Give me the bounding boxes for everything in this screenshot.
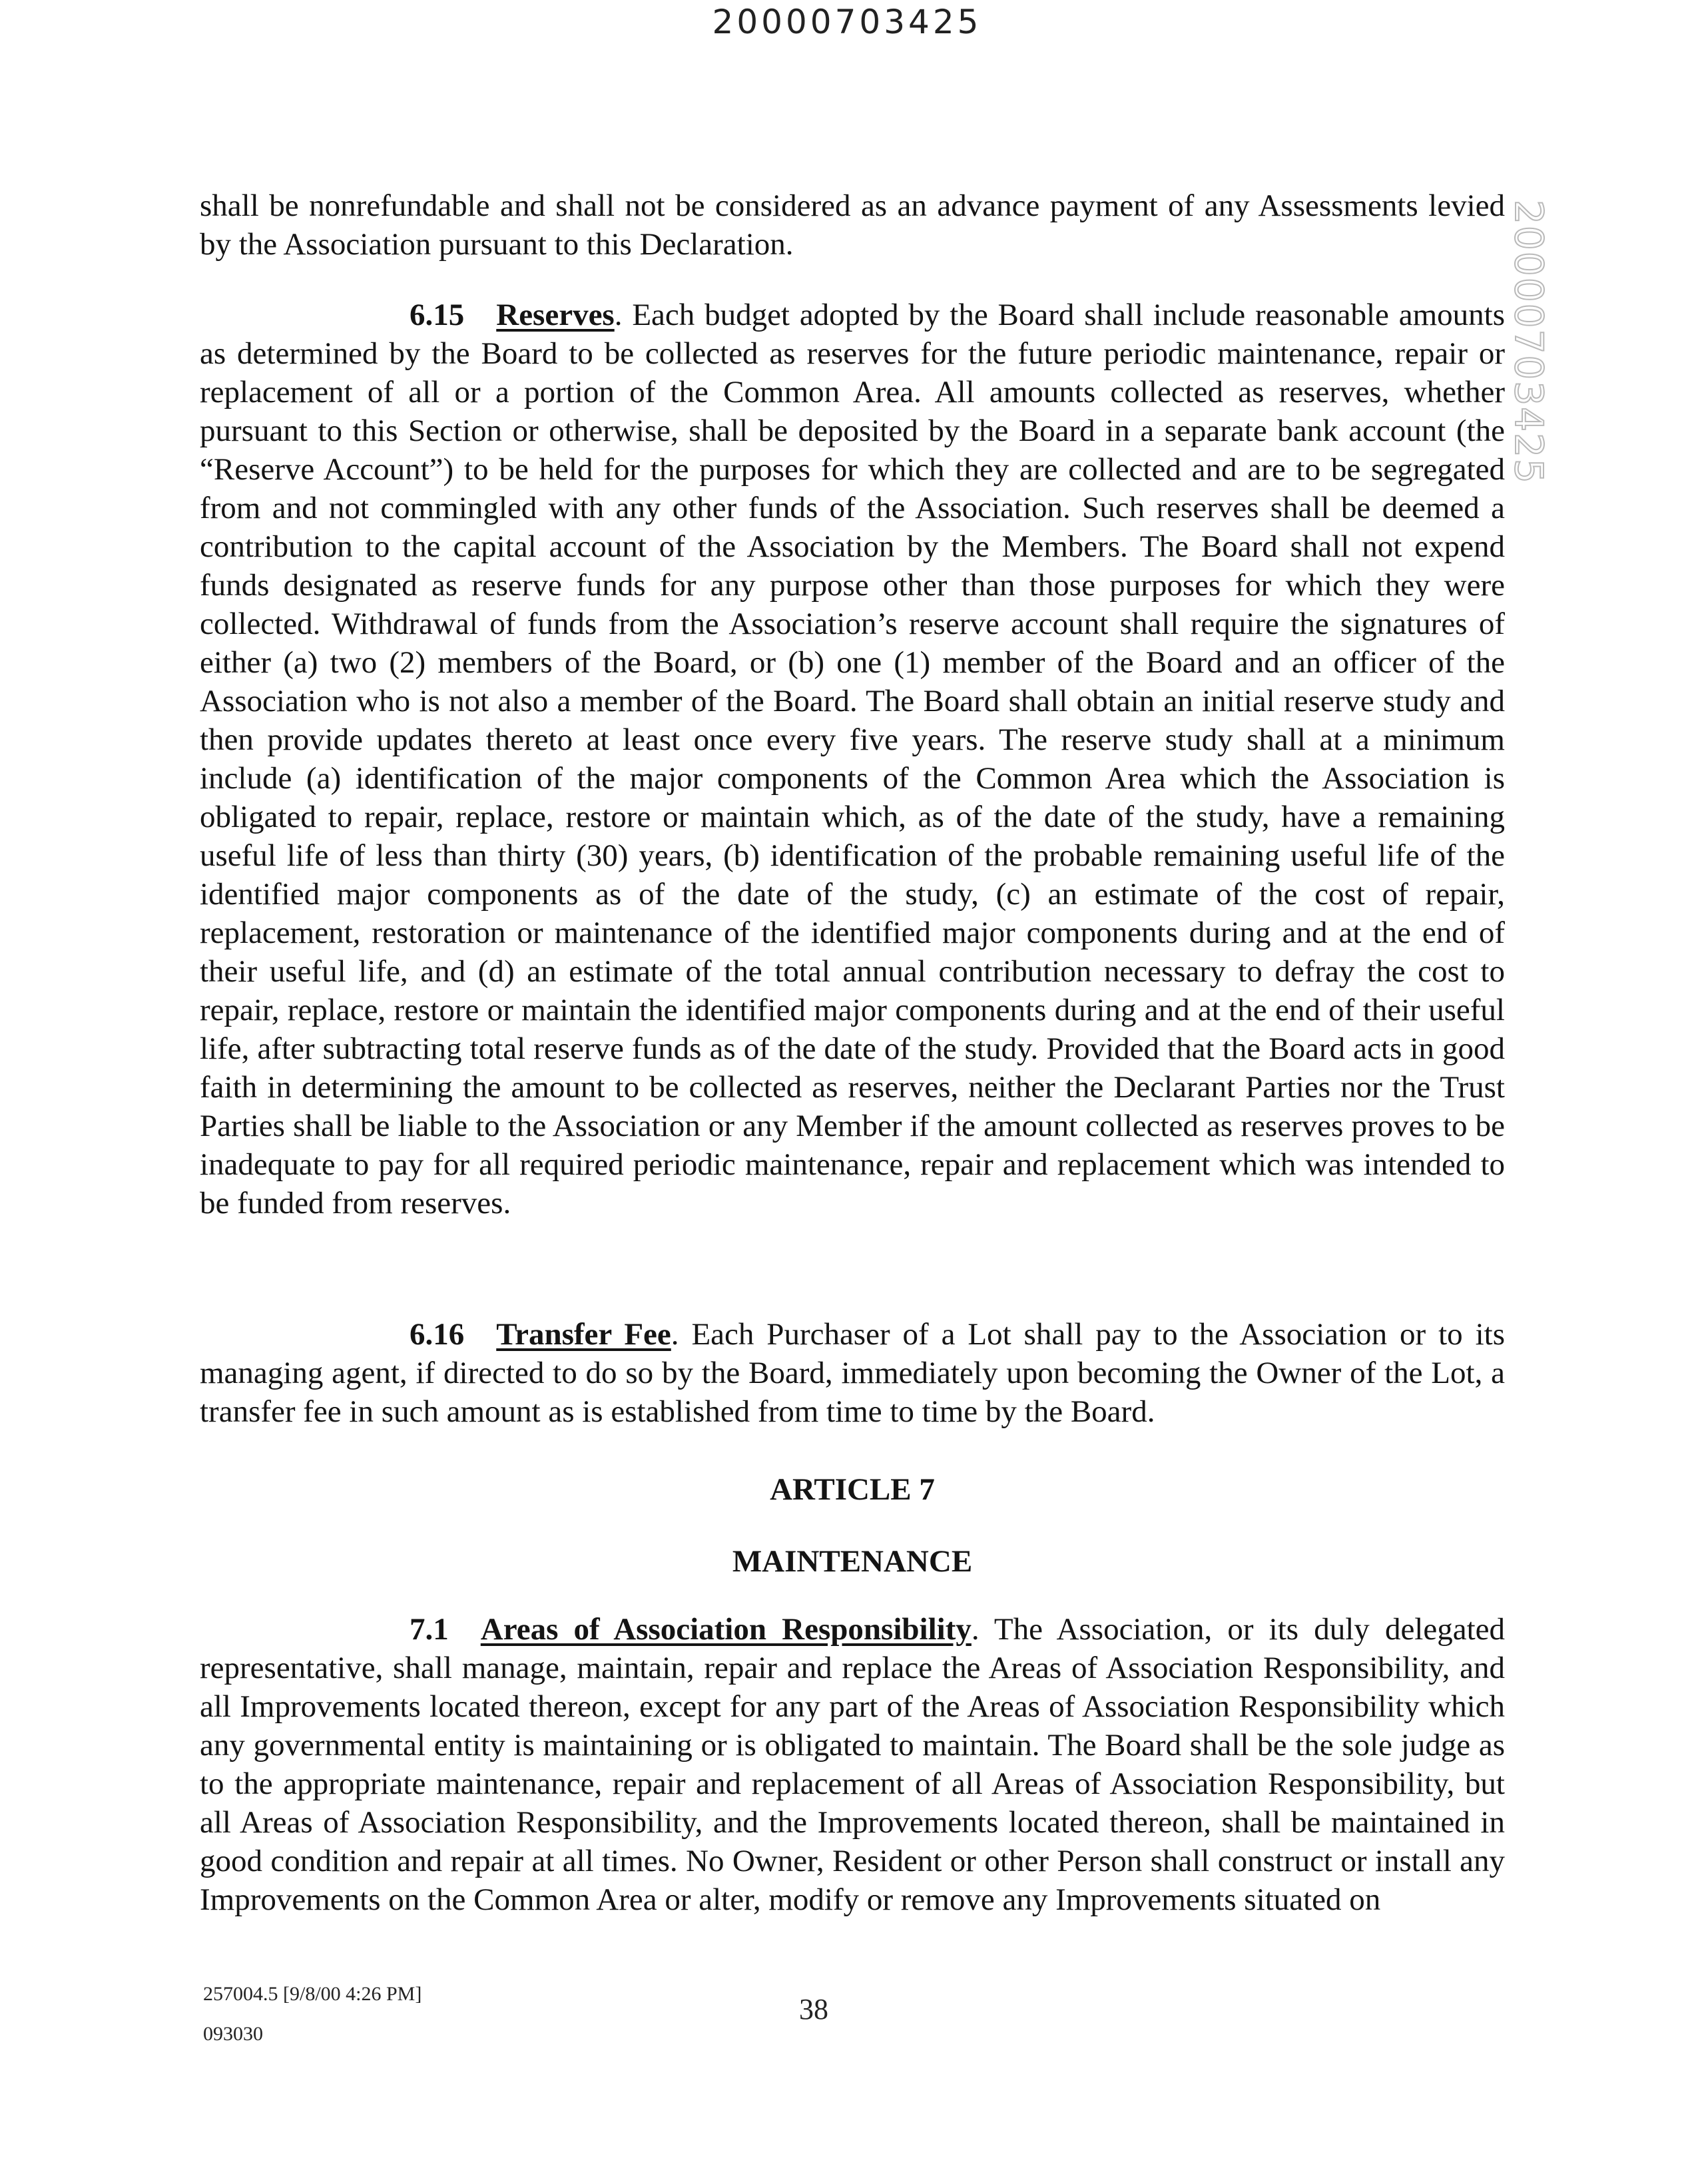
paragraph-text: shall be nonrefundable and shall not be considered as an advance payment of any Assessments levied by the Association pursuant to this Declaration. <box>200 188 1505 262</box>
section-7-1: 7.1 Areas of Association Responsibility. The Association, or its duly delegated representative, shall manage, maintain, repair and replace the Areas of Association Responsibility, and all Improvements located thereon, except for any part of the Areas of Association Responsibility which any governmental entity is maintaining or is obligated to maintain. The Board shall be the sole judge as to the appropriate maintenance, repair and replacement of all Areas of Association Responsibility, but all Areas of Association Responsibility, and the Improvements located thereon, shall be maintained in good condition and repair at all times. No Owner, Resident or other Person shall construct or install any Improvements on the Common Area or alter, modify or remove any Improvements situated on <box>200 1610 1505 1919</box>
section-text: Each Purchaser of a Lot shall pay to the Association or to its managing agent, if directed to do so by the Board, immediately upon becoming the Owner of the Lot, a transfer fee in such amount as is established from time to time by the Board. <box>200 1317 1506 1429</box>
article-subtitle: MAINTENANCE <box>732 1544 973 1579</box>
section-6-16: 6.16 Transfer Fee. Each Purchaser of a Lot shall pay to the Association or to its managing agent, if directed to do so by the Board, immediately upon becoming the Owner of the Lot, a transfer fee in such amount as is established from time to time by the Board. <box>200 1315 1505 1431</box>
recording-number: 20000703425 <box>712 3 982 41</box>
section-number: 6.15 <box>410 298 465 332</box>
section-number: 7.1 <box>410 1612 449 1647</box>
section-text: Each budget adopted by the Board shall include reasonable amounts as determined by the Board to be collected as reserves for the future periodic maintenance, repair or replacement of all or a portion of the Common Area. All amounts collected as reserves, whether pursuant to this Section or otherwise, shall be deposited by the Board in a separate bank account (the “Reserve Account”) to be held for the purposes for which they are collected and are to be segregated from and not commingled with any other funds of the Association. Such reserves shall be deemed a contribution to the capital account of the Association by the Members. The Board shall not expend funds designated as reserve funds for any purpose other than those purposes for which they were collected. Withdrawal of funds from the Association’s reserve account shall require the signatures of either (a) two (2) members of the Board, or (b) one (1) member of the Board and an officer of the Association who is not also a member of the Board. The Board shall obtain an initial reserve study and then provide updates thereto at least once every five years. The reserve study shall at a minimum include (a) identification of the major components of the Common Area which the Association is obligated to repair, replace, restore or maintain which, as of the date of the study, have a remaining useful life of less than thirty (30) years, (b) identification of the probable remaining useful life of the identified major components as of the date of the study, (c) an estimate of the cost of repair, replacement, restoration or maintenance of the identified major components during and at the end of their useful life, and (d) an estimate of the total annual contribution necessary to defray the cost to repair, replace, restore or maintain the identified major components during and at the end of their useful life, after subtracting total reserve funds as of the date of the study. Provided that the Board acts in good faith in determining the amount to be collected as reserves, neither the Declarant Parties nor the Trust Parties shall be liable to the Association or any Member if the amount collected as reserves proves to be inadequate to pay for all required periodic maintenance, repair and replacement which was intended to be funded from reserves. <box>200 298 1506 1221</box>
article-title: ARTICLE 7 <box>770 1472 935 1507</box>
footer-client-reference: 093030 <box>203 2023 263 2045</box>
footer-document-reference: 257004.5 [9/8/00 4:26 PM] <box>203 1983 422 2005</box>
section-heading: Areas of Association Responsibility <box>480 1612 972 1647</box>
section-6-15: 6.15 Reserves. Each budget adopted by the Board shall include reasonable amounts as determined by the Board to be collected as reserves for the future periodic maintenance, repair or replacement of all or a portion of the Common Area. All amounts collected as reserves, whether pursuant to this Section or otherwise, shall be deposited by the Board in a separate bank account (the “Reserve Account”) to be held for the purposes for which they are collected and are to be segregated from and not commingled with any other funds of the Association. Such reserves shall be deemed a contribution to the capital account of the Association by the Members. The Board shall not expend funds designated as reserve funds for any purpose other than those purposes for which they were collected. Withdrawal of funds from the Association’s reserve account shall require the signatures of either (a) two (2) members of the Board, or (b) one (1) member of the Board and an officer of the Association who is not also a member of the Board. The Board shall obtain an initial reserve study and then provide updates thereto at least once every five years. The reserve study shall at a minimum include (a) identification of the major components of the Common Area which the Association is obligated to repair, replace, restore or maintain which, as of the date of the study, have a remaining useful life of less than thirty (30) years, (b) identification of the probable remaining useful life of the identified major components as of the date of the study, (c) an estimate of the cost of repair, replacement, restoration or maintenance of the identified major components during and at the end of their useful life, and (d) an estimate of the total annual contribution necessary to defray the cost to repair, replace, restore or maintain the identified major components during and at the end of their useful life, after subtracting total reserve funds as of the date of the study. Provided that the Board acts in good faith in determining the amount to be collected as reserves, neither the Declarant Parties nor the Trust Parties shall be liable to the Association or any Member if the amount collected as reserves proves to be inadequate to pay for all required periodic maintenance, repair and replacement which was intended to be funded from reserves. <box>200 296 1505 1223</box>
side-recording-stamp: 20000703425 <box>1506 200 1552 485</box>
page-number: 38 <box>799 1993 828 2026</box>
section-heading: Reserves <box>496 298 615 332</box>
section-heading: Transfer Fee <box>496 1317 671 1352</box>
paragraph-continuation <box>200 186 1505 264</box>
section-number: 6.16 <box>410 1317 465 1352</box>
section-text: The Association, or its duly delegated representative, shall manage, maintain, repair and replace the Areas of Association Responsibility, and all Improvements located thereon, except for any part of the Areas of Association Responsibility which any governmental entity is maintaining or is obligated to maintain. The Board shall be the sole judge as to the appropriate maintenance, repair and replacement of all Areas of Association Responsibility, but all Areas of Association Responsibility, and the Improvements located thereon, shall be maintained in good condition and repair at all times. No Owner, Resident or other Person shall construct or install any Improvements on the Common Area or alter, modify or remove any Improvements situated on <box>200 1612 1506 1917</box>
